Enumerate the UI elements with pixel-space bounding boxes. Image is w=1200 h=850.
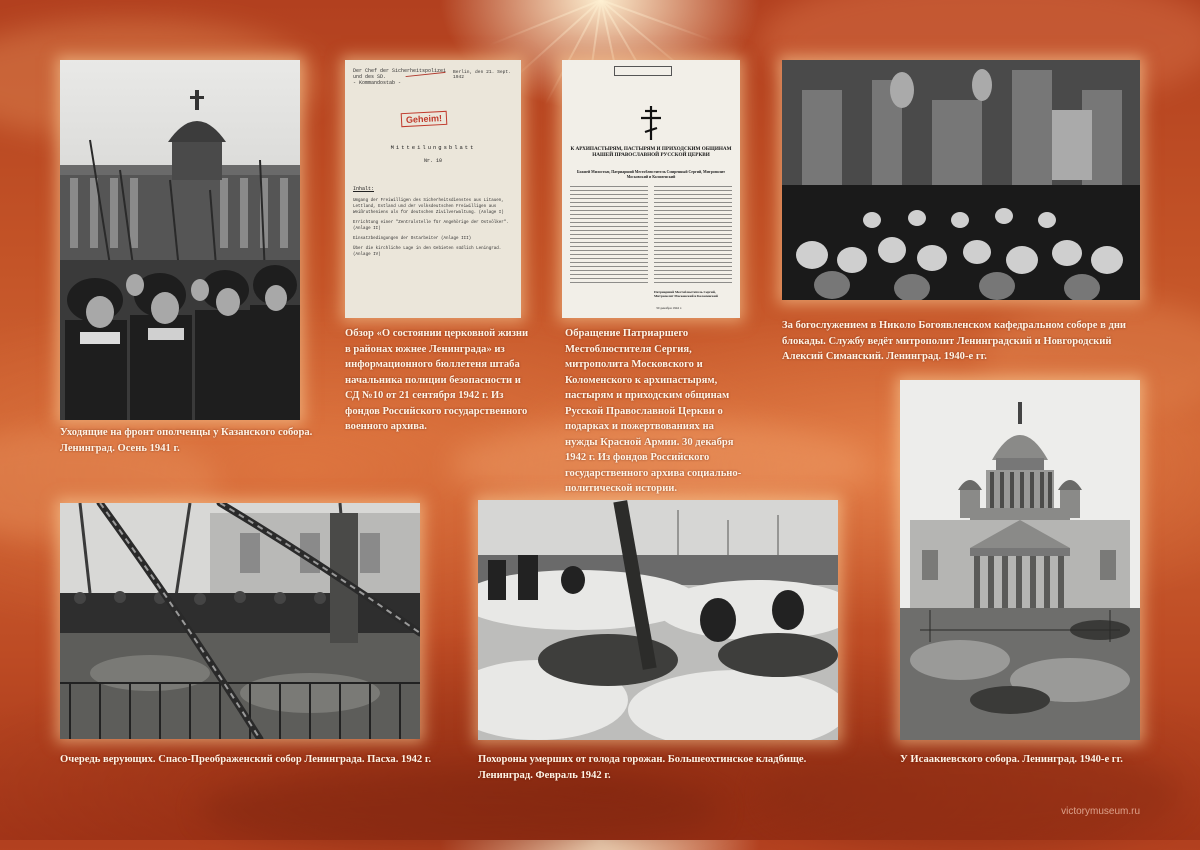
caption-report: Обзор «О состоянии церковной жизни в районах южнее Ленинграда» из информационного бюллетеня штаба начальника полиции безопасности и СД №10 от 21 сентября 1942 г. Из фондов Российского государственного военного архива. <box>345 328 529 432</box>
appeal-text-columns <box>570 186 732 286</box>
report-item-annex: (Anlage IV) <box>353 253 381 257</box>
report-title: Mitteilungsblatt <box>390 144 476 151</box>
appeal-date: 30 декабря 1942 г. <box>656 306 682 310</box>
report-header-line: und des SD. <box>353 74 387 80</box>
report-header-line: - Kommandostab - <box>353 80 402 86</box>
report-date: Berlin, den 21. Sept. 1942 <box>453 70 511 80</box>
photo-appeal-document <box>562 60 740 318</box>
caption-service: За богослужением в Николо Богоявленском кафедральном соборе в дни блокады. Службу ведёт митрополит Ленинградский и Новгородский Алексий Симанский. Ленинград. 1940-е гг. <box>782 320 1127 362</box>
report-contents-item <box>353 220 513 232</box>
kazan-militia-image <box>60 60 300 420</box>
report-contents-item <box>353 236 513 242</box>
caption-kazan: Уходящие на фронт ополченцы у Казанского собора. Ленинград. Осень 1941 г. <box>60 427 313 454</box>
watermark-site: victorymuseum.ru <box>1061 806 1140 817</box>
report-contents-item <box>353 246 513 258</box>
caption-appeal: Обращение Патриаршего Местоблюстителя Сергия, митрополита Московского и Коломенского к архипастырям, пастырям и приходским общинам Русской Православной Церкви о подарках и пожертвованиях на нужды Красной Армии. 30 декабря 1942 г. Из фондов Российского государственного архива социально-политической истории. <box>565 328 742 494</box>
photo-funeral-cemetery <box>478 500 838 740</box>
report-contents <box>353 198 513 258</box>
report-item-annex: (Anlage I) <box>478 211 504 215</box>
caption-funeral: Похороны умерших от голода горожан. Большеохтинское кладбище. Ленинград. Февраль 1942 г. <box>478 754 807 781</box>
appeal-heading: К АРХИПАСТЫРЯМ, ПАСТЫРЯМ И ПРИХОДСКИМ ОБЩИНАМ НАШЕЙ ПРАВОСЛАВНОЙ РУССКОЙ ЦЕРКВИ <box>570 146 732 159</box>
cathedral-service-image <box>782 60 1140 300</box>
report-secret-stamp: Geheim! <box>401 111 448 127</box>
photo-sd-report-document <box>345 60 521 318</box>
report-number: Nr. 10 <box>423 158 442 164</box>
believers-queue-image <box>60 503 420 739</box>
report-contents-label: Inhalt: <box>353 186 375 192</box>
isaac-cathedral-image <box>900 380 1140 740</box>
photo-believers-queue <box>60 503 420 739</box>
caption-queue: Очередь верующих. Спасо-Преображенский собор Ленинграда. Пасха. 1942 г. <box>60 754 432 765</box>
funeral-cemetery-image <box>478 500 838 740</box>
report-header-line: Der Chef der Sicherheitspolizei <box>353 68 447 74</box>
report-item-annex: (Anlage II) <box>353 227 381 231</box>
photo-cathedral-service <box>782 60 1140 300</box>
report-item-text: Umgang der Freiwilligen des Sicherheitsdienstes aus Litauen, Lettland, Estland und der volksdeutschen Freiwilligen aus Weißrutheniens als für deutschen Zivilverwaltung. <box>353 199 504 215</box>
photo-isaac-cathedral <box>900 380 1140 740</box>
report-item-text: Über die kirchliche Lage in den Gebieten südlich Leningrad. <box>353 247 502 251</box>
appeal-archive-stamp <box>614 66 672 76</box>
appeal-subheading: Божией Милостью, Патриарший Местоблюститель Смиренный Сергий, Митрополит Московский и Коломенский <box>577 170 725 179</box>
caption-isaac: У Исаакиевского собора. Ленинград. 1940-е гг. <box>900 754 1123 765</box>
report-item-text: Einsatzbedingungen der Ostarbeiter <box>353 237 439 241</box>
report-contents-item <box>353 198 513 216</box>
photo-kazan-cathedral-militia <box>60 60 300 420</box>
appeal-signature: Патриарший Местоблюститель Сергий, Митрополит Московский и Коломенский <box>654 290 718 299</box>
report-item-annex: (Anlage III) <box>440 237 472 241</box>
report-item-text: Errichtung einer "Zentralstelle für Angehörige der Ostvölker". <box>353 221 509 225</box>
